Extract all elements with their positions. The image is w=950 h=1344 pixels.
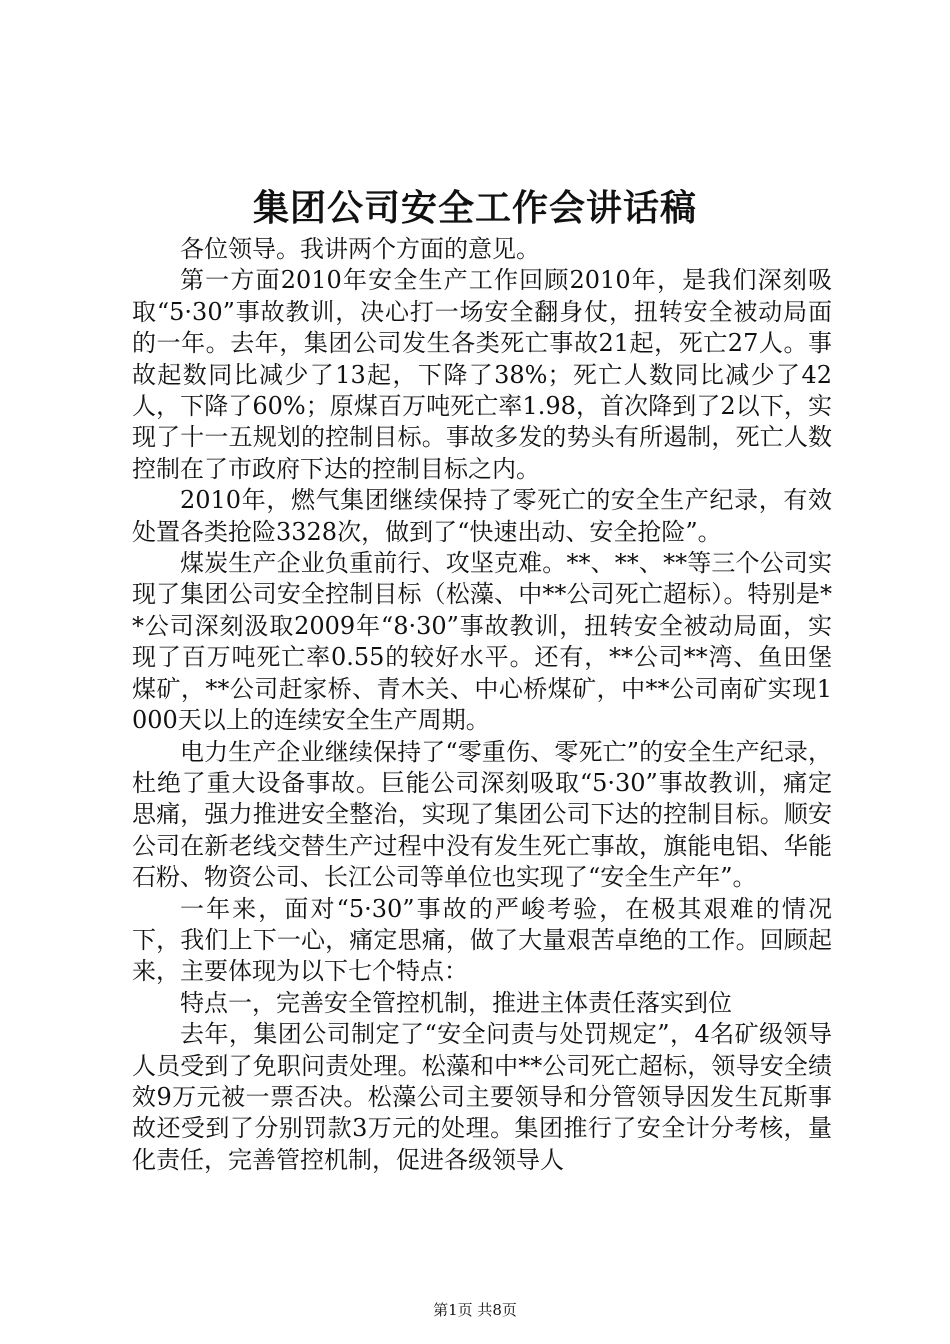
paragraph-coal-enterprises: 煤炭生产企业负重前行、攻坚克难。**、**、**等三个公司实现了集团公司安全控制目标（松藻、中**公司死亡超标）。特别是**公司深刻汲取2009年“8·30”事故教训，扭转安全被动局面，实现了百万吨死亡率0.55的较好水平。还有，**公司**湾、鱼田堡煤矿，**公司赶家桥、青木关、中心桥煤矿，中**公司南矿实现1000天以上的连续安全生产周期。 bbox=[132, 549, 832, 735]
paragraph-gas-group: 2010年，燃气集团继续保持了零死亡的安全生产纪录，有效处置各类抢险3328次，做到了“快速出动、安全抢险”。 bbox=[132, 486, 832, 546]
paragraph-feature-one-detail: 去年，集团公司制定了“安全问责与处罚规定”，4名矿级领导人员受到了免职问责处理。松藻和中**公司死亡超标，领导安全绩效9万元被一票否决。松藻公司主要领导和分管领导因发生瓦斯事故还受到了分别罚款3万元的处理。集团推行了安全计分考核，量化责任，完善管控机制，促进各级领导人 bbox=[132, 1020, 832, 1174]
paragraph-power-enterprises: 电力生产企业继续保持了“零重伤、零死亡”的安全生产纪录，杜绝了重大设备事故。巨能公司深刻吸取“5·30”事故教训，痛定思痛，强力推进安全整治，实现了集团公司下达的控制目标。顺安公司在新老线交替生产过程中没有发生死亡事故，旗能电铝、华能石粉、物资公司、长江公司等单位也实现了“安全生产年”。 bbox=[132, 737, 832, 892]
paragraph-feature-one-heading: 特点一，完善安全管控机制，推进主体责任落实到位 bbox=[180, 988, 732, 1017]
paragraph-review-2010: 第一方面2010年安全生产工作回顾2010年，是我们深刻吸取“5·30”事故教训，决心打一场安全翻身仗，扭转安全被动局面的一年。去年，集团公司发生各类死亡事故21起，死亡27人。事故起数同比减少了13起，下降了38%；死亡人数同比减少了42人，下降了60%；原煤百万吨死亡率1.98，首次降到了2以下，实现了十一五规划的控制目标。事故多发的势头有所遏制，死亡人数控制在了市政府下达的控制目标之内。 bbox=[132, 266, 832, 483]
paragraph-greeting: 各位领导。我讲两个方面的意见。 bbox=[180, 235, 540, 263]
paragraph-year-summary: 一年来，面对“5·30”事故的严峻考验，在极其艰难的情况下，我们上下一心，痛定思痛，做了大量艰苦卓绝的工作。回顾起来，主要体现为以下七个特点： bbox=[132, 894, 832, 986]
page-number-footer: 第1页 共8页 bbox=[433, 1301, 517, 1319]
document-title: 集团公司安全工作会讲话稿 bbox=[252, 188, 697, 229]
document-body bbox=[132, 234, 832, 1176]
